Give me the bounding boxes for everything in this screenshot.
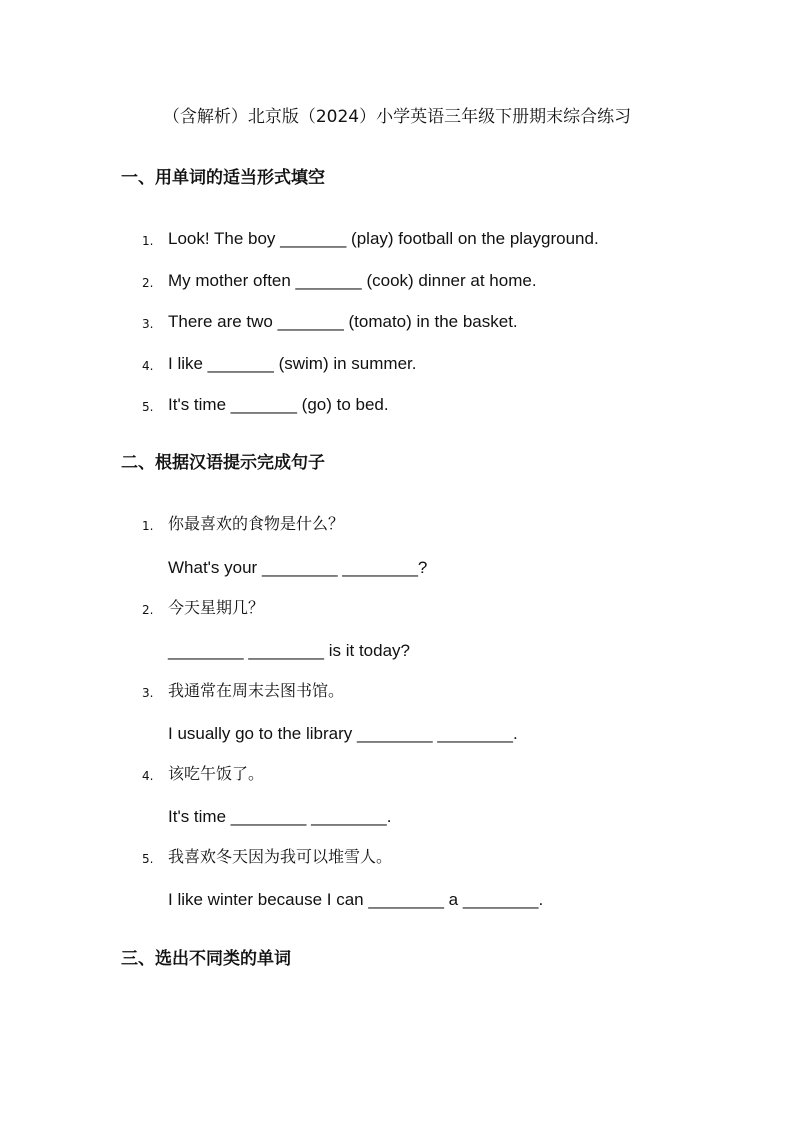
section-heading-3: 三、选出不同类的单词 (121, 949, 291, 969)
item-number: 3. (142, 686, 154, 700)
question-text: There are two _______ (tomato) in the basket. (168, 312, 518, 331)
item-number: 2. (142, 603, 154, 617)
english-sentence: What's your ________ ________? (168, 558, 428, 577)
section-heading-2: 二、根据汉语提示完成句子 (121, 453, 325, 473)
item-number: 5. (142, 400, 154, 414)
english-sentence: I usually go to the library ________ ________. (168, 724, 518, 743)
chinese-prompt: 我喜欢冬天因为我可以堆雪人。 (168, 847, 393, 866)
item-number: 2. (142, 276, 154, 290)
english-sentence: It's time ________ ________. (168, 807, 392, 826)
item-number: 4. (142, 359, 154, 373)
item-number: 1. (142, 519, 154, 533)
question-text: My mother often _______ (cook) dinner at home. (168, 271, 537, 290)
item-number: 5. (142, 852, 154, 866)
page-title: （含解析）北京版（2024）小学英语三年级下册期末综合练习 (162, 107, 632, 127)
chinese-prompt: 该吃午饭了。 (168, 764, 265, 783)
question-text: Look! The boy _______ (play) football on the playground. (168, 229, 599, 248)
question-text: It's time _______ (go) to bed. (168, 395, 389, 414)
item-number: 3. (142, 317, 154, 331)
chinese-prompt: 今天星期几？ (168, 598, 265, 617)
section-heading-1: 一、用单词的适当形式填空 (121, 168, 325, 188)
chinese-prompt: 我通常在周末去图书馆。 (168, 681, 345, 700)
question-text: I like _______ (swim) in summer. (168, 354, 417, 373)
english-sentence: ________ ________ is it today? (168, 641, 410, 660)
item-number: 4. (142, 769, 154, 783)
chinese-prompt: 你最喜欢的食物是什么？ (168, 514, 345, 533)
item-number: 1. (142, 234, 154, 248)
english-sentence: I like winter because I can ________ a ________. (168, 890, 544, 909)
